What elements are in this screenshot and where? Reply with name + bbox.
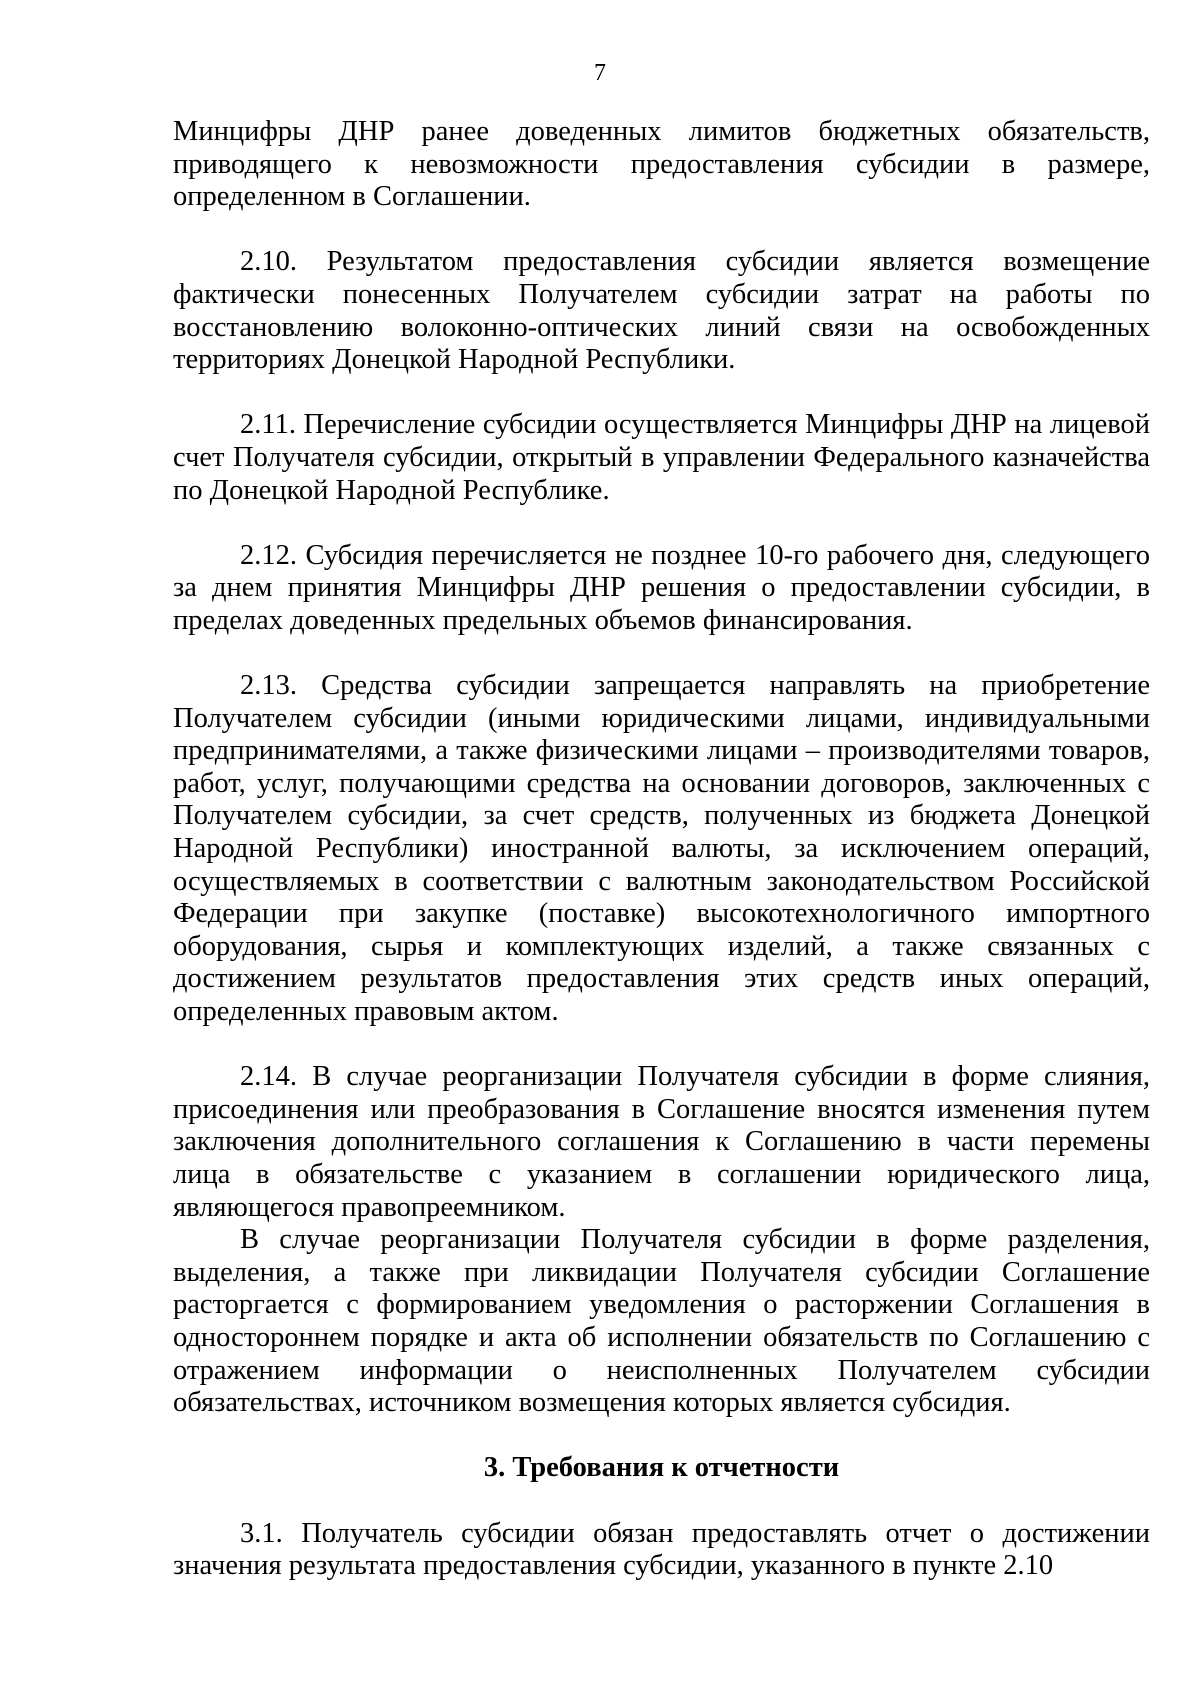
paragraph-2-10: 2.10. Результатом предоставления субсидии является возмещение фактически понесенных Получателем субсидии затрат на работы по восстановлению волоконно-оптических линий связи на освобожденных территориях Донецкой Народной Республики. [173, 246, 1150, 376]
paragraph-2-14: 2.14. В случае реорганизации Получателя субсидии в форме слияния, присоединения или преобразования в Соглашение вносятся изменения путем заключения дополнительного соглашения к Соглашению в части перемены лица в обязательстве с указанием в соглашении юридического лица, являющегося правопреемником. [173, 1061, 1150, 1223]
paragraph-2-12: 2.12. Субсидия перечисляется не позднее 10-го рабочего дня, следующего за днем принятия Минцифры ДНР решения о предоставлении субсидии, в пределах доведенных предельных объемов финансирования. [173, 539, 1150, 636]
section-heading-3: 3. Требования к отчетности [483, 1452, 840, 1484]
paragraph-3-1: 3.1. Получатель субсидии обязан предоставлять отчет о достижении значения результата предоставления субсидии, указанного в пункте 2.10 [173, 1517, 1150, 1582]
paragraph-2-11: 2.11. Перечисление субсидии осуществляется Минцифры ДНР на лицевой счет Получателя субсидии, открытый в управлении Федерального казначейства по Донецкой Народной Республике. [173, 409, 1150, 506]
paragraph-2-14-continued: В случае реорганизации Получателя субсидии в форме разделения, выделения, а также при ликвидации Получателя субсидии Соглашение расторгается с формированием уведомления о расторжении Соглашения в одностороннем порядке и акта об исполнении обязательств по Соглашению с отражением информации о неисполненных Получателем субсидии обязательствах, источником возмещения которых является субсидия. [173, 1224, 1150, 1419]
document-body [173, 116, 1150, 1583]
page-number: 7 [594, 60, 606, 86]
paragraph-continuation: Минцифры ДНР ранее доведенных лимитов бюджетных обязательств, приводящего к невозможности предоставления субсидии в размере, определенном в Соглашении. [173, 116, 1150, 213]
paragraph-2-13: 2.13. Средства субсидии запрещается направлять на приобретение Получателем субсидии (иными юридическими лицами, индивидуальными предпринимателями, а также физическими лицами – производителями товаров, работ, услуг, получающими средства на основании договоров, заключенных с Получателем субсидии, за счет средств, полученных из бюджета Донецкой Народной Республики) иностранной валюты, за исключением операций, осуществляемых в соответствии с валютным законодательством Российской Федерации при закупке (поставке) высокотехнологичного импортного оборудования, сырья и комплектующих изделий, а также связанных с достижением результатов предоставления этих средств иных операций, определенных правовым актом. [173, 670, 1150, 1028]
